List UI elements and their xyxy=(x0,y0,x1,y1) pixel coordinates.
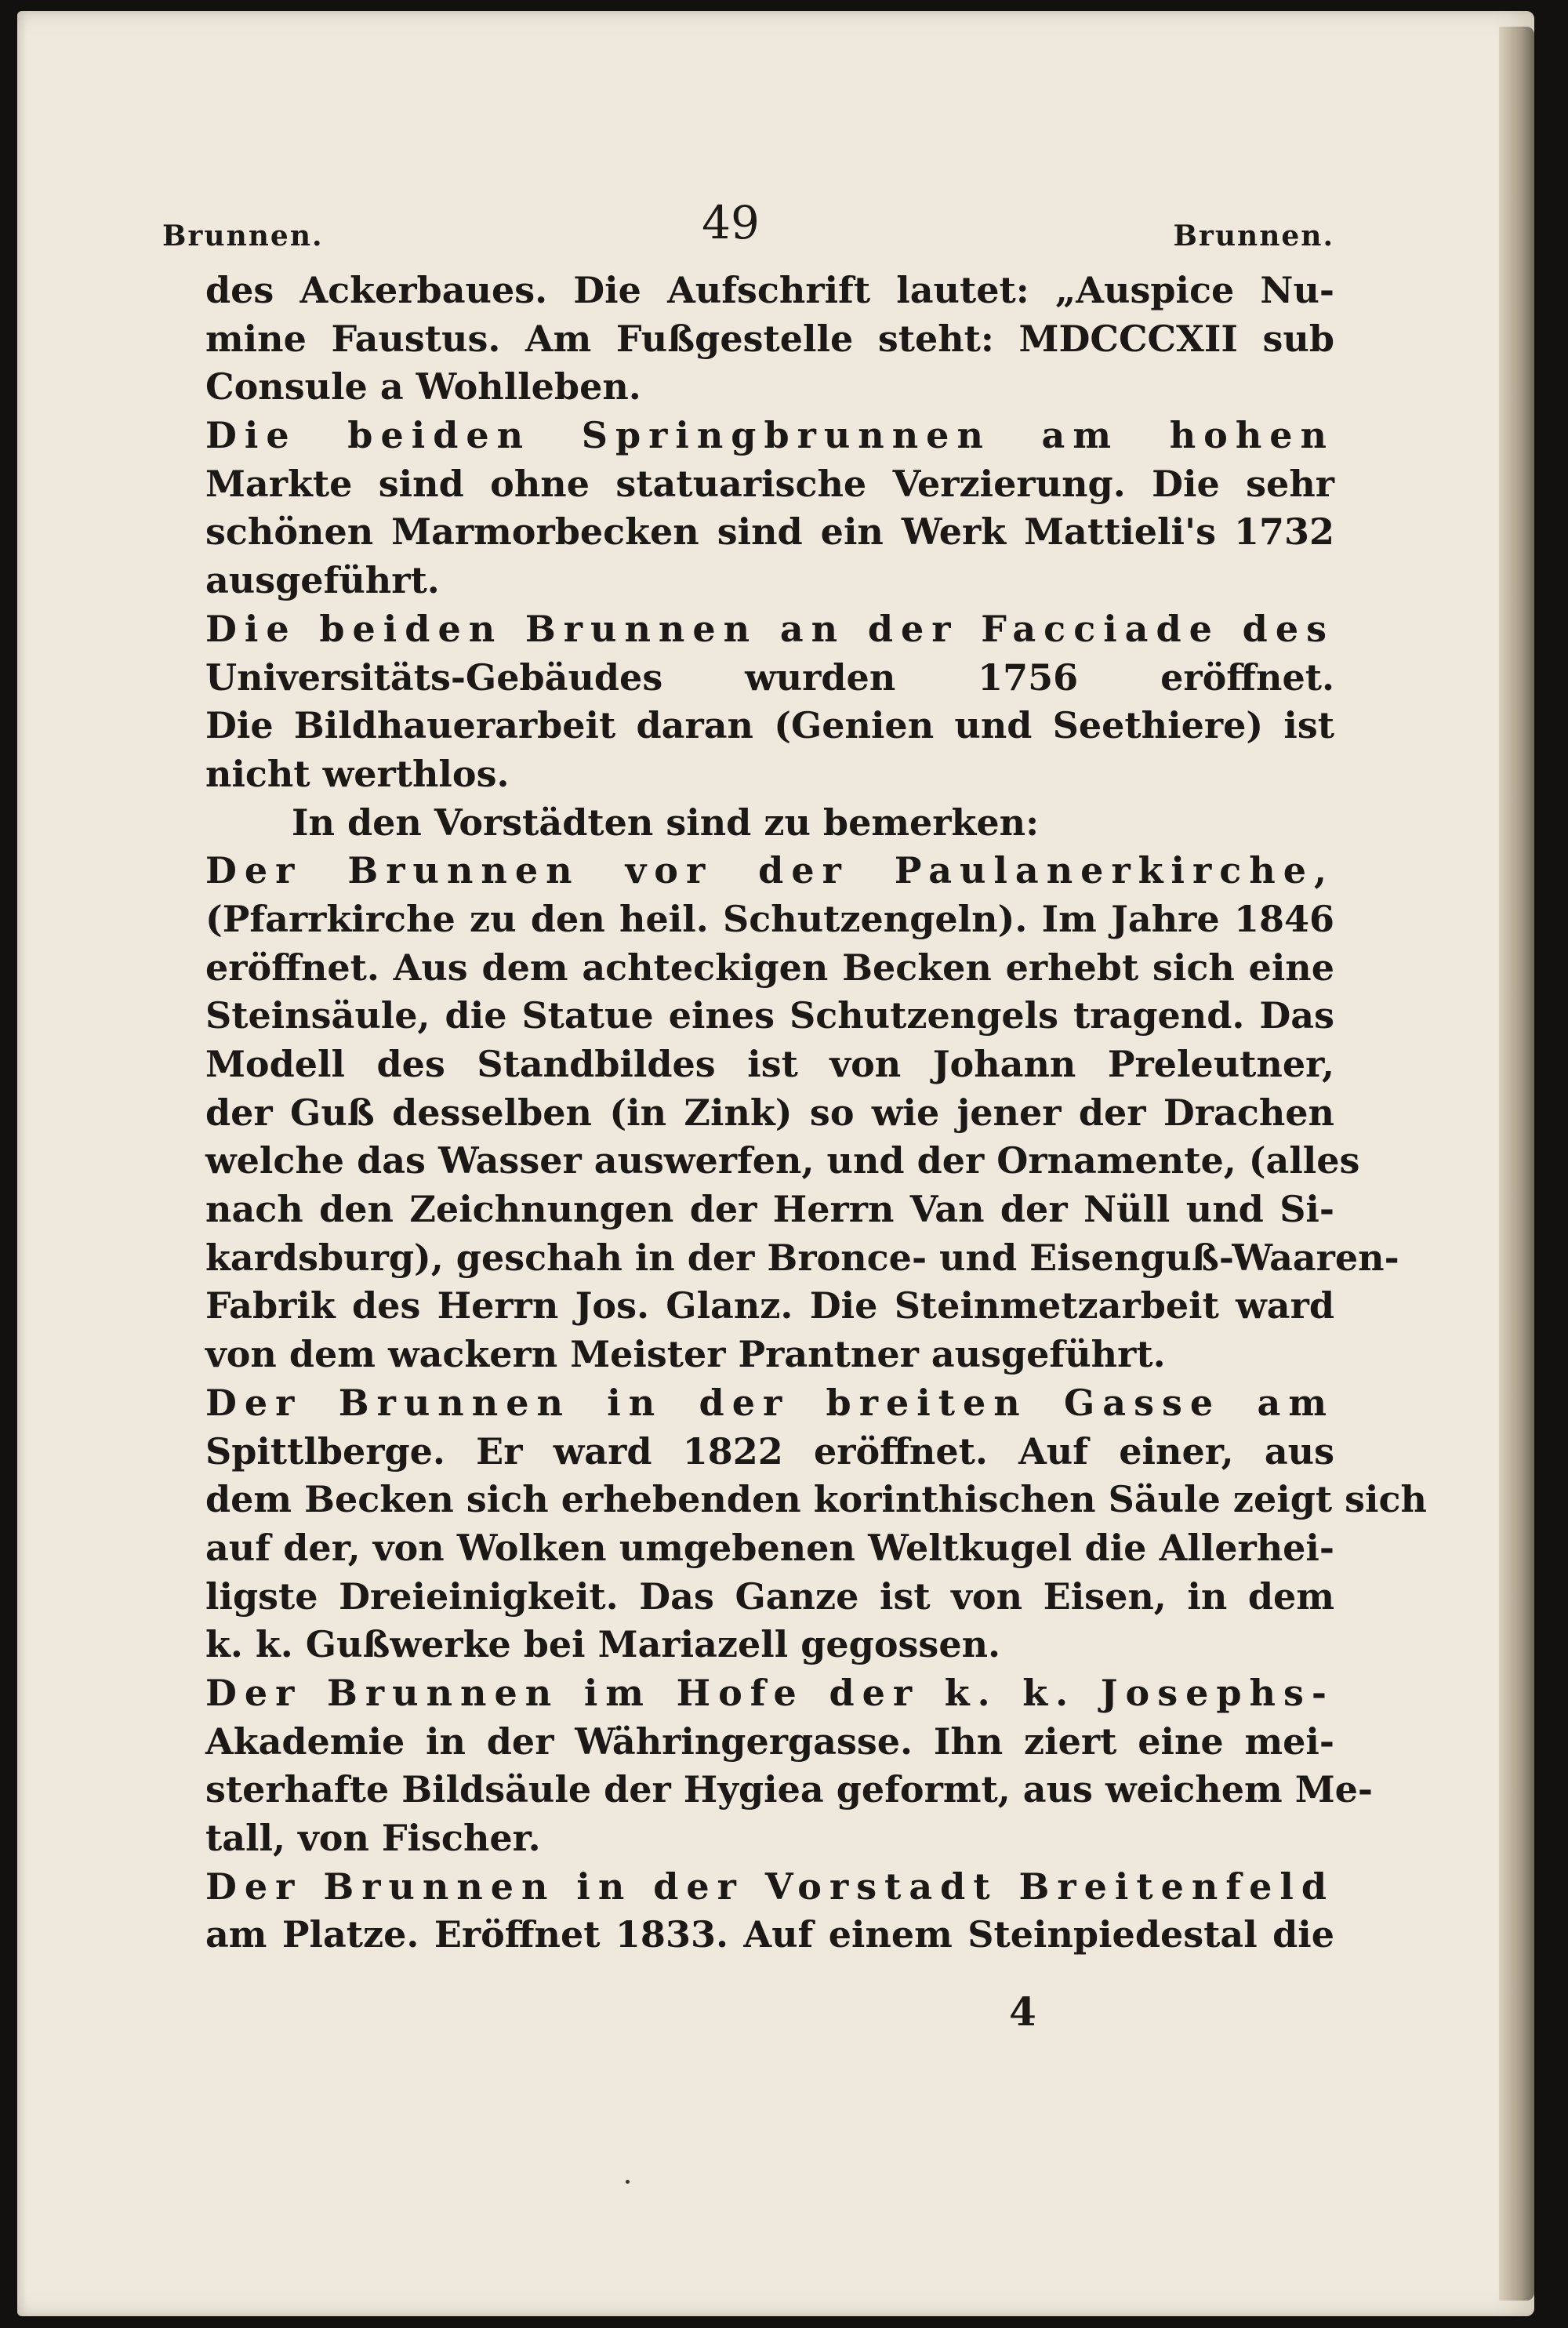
text-line: am Platze. Eröffnet 1833. Auf einem Steinpiedestal die xyxy=(205,1913,1334,1956)
text-line: mine Faustus. Am Fußgestelle steht: MDCCCXII sub xyxy=(205,317,1334,360)
text-line: Markte sind ohne statuarische Verzierung. Die sehr xyxy=(205,462,1334,505)
text-line: Der Brunnen vor der Paulanerkirche, xyxy=(205,849,1334,892)
text-line: Akademie in der Währingergasse. Ihn ziert eine mei- xyxy=(205,1720,1334,1763)
text-line: eröffnet. Aus dem achteckigen Becken erhebt sich eine xyxy=(205,946,1334,989)
running-head-right: Brunnen. xyxy=(1173,220,1334,252)
text-line: Der Brunnen in der Vorstadt Breitenfeld xyxy=(205,1865,1334,1908)
text-line: ligste Dreieinigkeit. Das Ganze ist von Eisen, in dem xyxy=(205,1574,1334,1618)
text-line: Steinsäule, die Statue eines Schutzengels tragend. Das xyxy=(205,994,1334,1037)
text-line: dem Becken sich erhebenden korinthischen Säule zeigt sich xyxy=(205,1478,1427,1521)
text-line: nicht werthlos. xyxy=(205,752,510,795)
text-line: tall, von Fischer. xyxy=(205,1817,541,1859)
text-line: von dem wackern Meister Prantner ausgeführt. xyxy=(205,1333,1166,1376)
text-line: sterhafte Bildsäule der Hygiea geformt, aus weichem Me- xyxy=(205,1768,1373,1811)
page-edge xyxy=(1499,27,1534,2301)
text-line: schönen Marmorbecken sind ein Werk Mattieli's 1732 xyxy=(205,510,1334,554)
text-line: Universitäts-Gebäudes wurden 1756 eröffnet. xyxy=(205,656,1334,699)
text-line: Spittlberge. Er ward 1822 eröffnet. Auf einer, aus xyxy=(205,1429,1334,1473)
ink-speck xyxy=(626,2180,630,2184)
text-line: In den Vorstädten sind zu bemerken: xyxy=(292,801,1040,844)
text-line: Die Bildhauerarbeit daran (Genien und Seethiere) ist xyxy=(205,704,1334,747)
text-line: Der Brunnen in der breiten Gasse am xyxy=(205,1381,1334,1424)
text-line: kardsburg), geschah in der Bronce- und Eisenguß-Waaren- xyxy=(205,1236,1399,1279)
text-line: (Pfarrkirche zu den heil. Schutzengeln). Im Jahre 1846 xyxy=(205,897,1334,940)
text-line: ausgeführt. xyxy=(205,559,440,602)
page-number: 49 xyxy=(702,196,760,249)
text-line: Fabrik des Herrn Jos. Glanz. Die Steinmetzarbeit ward xyxy=(205,1284,1334,1327)
page-header xyxy=(127,196,1334,259)
book-page xyxy=(17,11,1534,2316)
text-line: der Guß desselben (in Zink) so wie jener der Drachen xyxy=(205,1091,1334,1134)
text-line: Die beiden Springbrunnen am hohen xyxy=(205,414,1334,457)
text-line: Der Brunnen im Hofe der k. k. Josephs- xyxy=(205,1671,1334,1714)
text-line: nach den Zeichnungen der Herrn Van der Nüll und Si- xyxy=(205,1188,1334,1231)
text-line: Modell des Standbildes ist von Johann Preleutner, xyxy=(205,1043,1334,1085)
text-line: welche das Wasser auswerfen, und der Ornamente, (alles xyxy=(205,1139,1360,1182)
text-line: k. k. Gußwerke bei Mariazell gegossen. xyxy=(205,1623,1001,1666)
text-line: Die beiden Brunnen an der Facciade des xyxy=(205,607,1334,650)
body-text xyxy=(205,267,1427,1959)
signature-mark: 4 xyxy=(1009,1988,1036,2035)
text-line: auf der, von Wolken umgebenen Weltkugel die Allerhei- xyxy=(205,1526,1334,1569)
running-head-left: Brunnen. xyxy=(162,220,324,252)
text-line: Consule a Wohlleben. xyxy=(205,365,641,409)
text-line: des Ackerbaues. Die Aufschrift lautet: „Auspice Nu- xyxy=(205,269,1334,311)
